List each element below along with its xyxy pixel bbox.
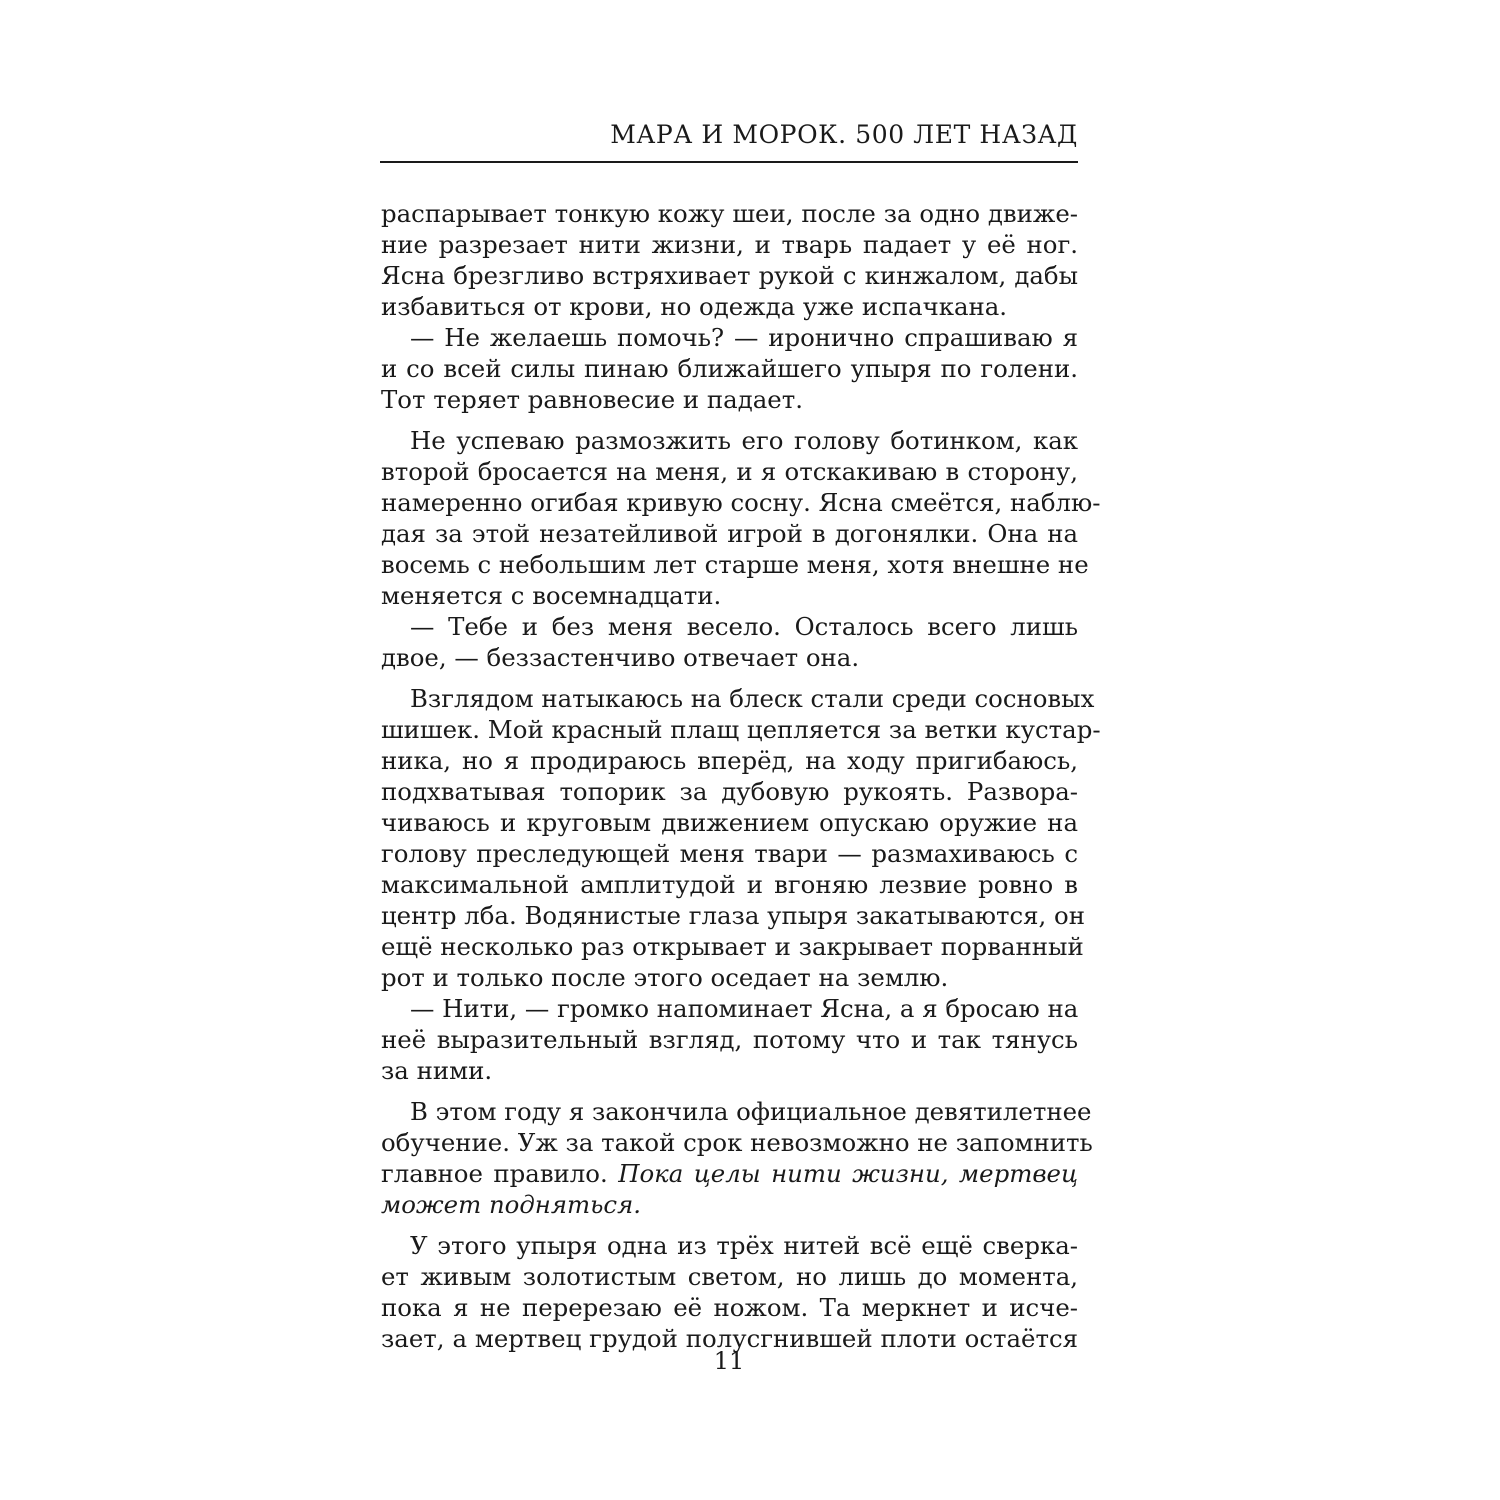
running-head-title: МАРА И МОРОК. 500 ЛЕТ НАЗАД [610,120,1078,149]
paragraph-2 [381,322,1078,415]
text-line: чиваюсь и круговым движением опускаю оружие на [381,808,1078,837]
text-line: рот и только после этого оседает на землю. [381,963,949,992]
text-line: голову преследующей меня твари — размахиваюсь с [381,839,1078,868]
text-line: центр лба. Водянистые глаза упыря закатываются, он [381,901,1085,930]
text-line: — Нити, — громко напоминает Ясна, а я бросаю на [410,994,1079,1023]
page-number: 11 [713,1347,745,1375]
text-line: В этом году я закончила официальное девятилетнее [410,1097,1092,1126]
paragraph-5 [381,683,1101,993]
text-line: ет живым золотистым светом, но лишь до момента, [381,1262,1078,1291]
text-plain-segment: главное правило. [381,1159,619,1188]
text-line: — Тебе и без меня весело. Осталось всего лишь [410,612,1078,641]
text-italic-segment: Пока целы нити жизни, мертвец [618,1159,1078,1188]
text-line-italic: может подняться. [381,1190,641,1219]
body-text [381,198,1101,1354]
text-line: Ясна брезгливо встряхивает рукой с кинжалом, дабы [381,261,1078,290]
text-line: ние разрезает нити жизни, и тварь падает у её ног. [381,230,1078,259]
paragraph-4 [381,611,1078,673]
paragraph-6 [381,993,1078,1086]
text-line: неё выразительный взгляд, потому что и так тянусь [381,1025,1078,1054]
text-line: обучение. Уж за такой срок невозможно не запомнить [381,1128,1093,1157]
text-line: избавиться от крови, но одежда уже испачкана. [381,292,1008,321]
text-line: зает, а мертвец грудой полусгнившей плоти остаётся [381,1324,1078,1353]
text-line: ещё несколько раз открывает и закрывает порванный [381,932,1084,961]
text-line-mixed [381,1158,1078,1189]
text-line: Не успеваю размозжить его голову ботинком, как [410,426,1078,455]
text-line: восемь с небольшим лет старше меня, хотя внешне не [381,550,1089,579]
paragraph-7 [381,1096,1093,1220]
header-rule [380,161,1078,163]
text-line: распарывает тонкую кожу шеи, после за одно движе- [381,199,1078,228]
text-line: меняется с восемнадцати. [381,581,722,610]
text-line: подхватывая топорик за дубовую рукоять. Развора- [381,777,1078,806]
text-line: за ними. [381,1056,493,1085]
paragraph-3 [381,425,1101,611]
text-line: намеренно огибая кривую сосну. Ясна смеётся, наблю- [381,488,1101,517]
text-line: Тот теряет равновесие и падает. [381,385,803,414]
text-line: двое, — беззастенчиво отвечает она. [381,643,860,672]
text-line: дая за этой незатейливой игрой в догонялки. Она на [381,519,1078,548]
text-line: шишек. Мой красный плащ цепляется за ветки кустар- [381,715,1101,744]
paragraph-8 [381,1230,1078,1354]
text-line: Взглядом натыкаюсь на блеск стали среди сосновых [410,684,1095,713]
text-line: максимальной амплитудой и вгоняю лезвие ровно в [381,870,1078,899]
text-line: ника, но я продираюсь вперёд, на ходу пригибаюсь, [381,746,1078,775]
text-line: пока я не перерезаю её ножом. Та меркнет и исче- [381,1293,1078,1322]
text-line: — Не желаешь помочь? — иронично спрашиваю я [410,323,1078,352]
text-line: второй бросается на меня, и я отскакиваю в сторону, [381,457,1078,486]
paragraph-1 [381,198,1078,322]
text-line: и со всей силы пинаю ближайшего упыря по голени. [381,354,1078,383]
text-line: У этого упыря одна из трёх нитей всё ещё сверка- [410,1231,1078,1260]
